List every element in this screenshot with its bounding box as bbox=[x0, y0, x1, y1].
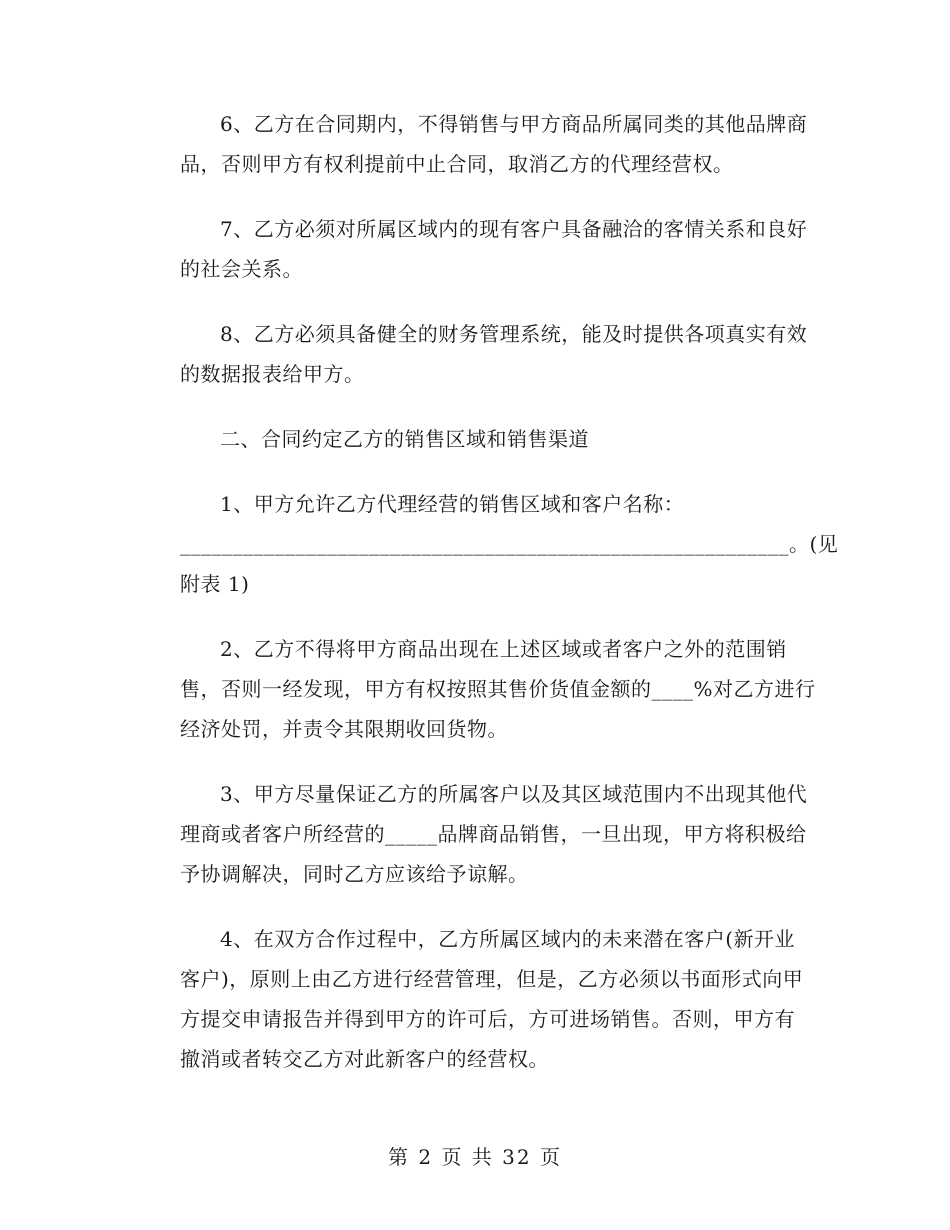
section-heading-2 bbox=[140, 419, 808, 459]
text-line: 售，否则一经发现，甲方有权按照其售价货值金额的____%对乙方进行 bbox=[180, 677, 816, 701]
document-body bbox=[140, 104, 839, 1104]
text-line: 附表 1) bbox=[180, 572, 250, 596]
text-line: 客户)，原则上由乙方进行经营管理，但是，乙方必须以书面形式向甲 bbox=[180, 967, 804, 991]
clause-8 bbox=[140, 314, 808, 394]
text-line: 8、乙方必须具备健全的财务管理系统，能及时提供各项真实有效 bbox=[220, 322, 808, 346]
text-line: 4、在双方合作过程中，乙方所属区域内的未来潜在客户(新开业 bbox=[220, 927, 796, 951]
clause-7 bbox=[140, 209, 808, 289]
text-line: 的社会关系。 bbox=[180, 257, 303, 281]
section-heading: 二、合同约定乙方的销售区域和销售渠道 bbox=[220, 427, 589, 451]
text-line: 6、乙方在合同期内，不得销售与甲方商品所属同类的其他品牌商 bbox=[220, 112, 808, 136]
text-line: 2、乙方不得将甲方商品出现在上述区域或者客户之外的范围销 bbox=[220, 637, 787, 661]
text-line: 的数据报表给甲方。 bbox=[180, 362, 365, 386]
fill-in-blank-line: __________________________________________________________。(见 bbox=[180, 532, 839, 556]
page-number: 第 2 页 共 32 页 bbox=[388, 1145, 562, 1169]
text-line: 品，否则甲方有权利提前中止合同，取消乙方的代理经营权。 bbox=[180, 152, 734, 176]
text-line: 方提交申请报告并得到甲方的许可后，方可进场销售。否则，甲方有 bbox=[180, 1007, 795, 1031]
text-line: 理商或者客户所经营的_____品牌商品销售，一旦出现，甲方将积极给 bbox=[180, 822, 807, 846]
section2-clause-1 bbox=[140, 484, 839, 604]
text-line: 撤消或者转交乙方对此新客户的经营权。 bbox=[180, 1047, 549, 1071]
text-line: 7、乙方必须对所属区域内的现有客户具备融洽的客情关系和良好 bbox=[220, 217, 808, 241]
text-line: 3、甲方尽量保证乙方的所属客户以及其区域范围内不出现其他代 bbox=[220, 782, 808, 806]
text-line: 1、甲方允许乙方代理经营的销售区域和客户名称： bbox=[220, 492, 685, 516]
section2-clause-2 bbox=[140, 629, 816, 749]
section2-clause-3 bbox=[140, 774, 808, 894]
section2-clause-4 bbox=[140, 919, 808, 1079]
text-line: 予协调解决，同时乙方应该给予谅解。 bbox=[180, 862, 529, 886]
clause-6 bbox=[140, 104, 808, 184]
text-line: 经济处罚，并责令其限期收回货物。 bbox=[180, 717, 508, 741]
